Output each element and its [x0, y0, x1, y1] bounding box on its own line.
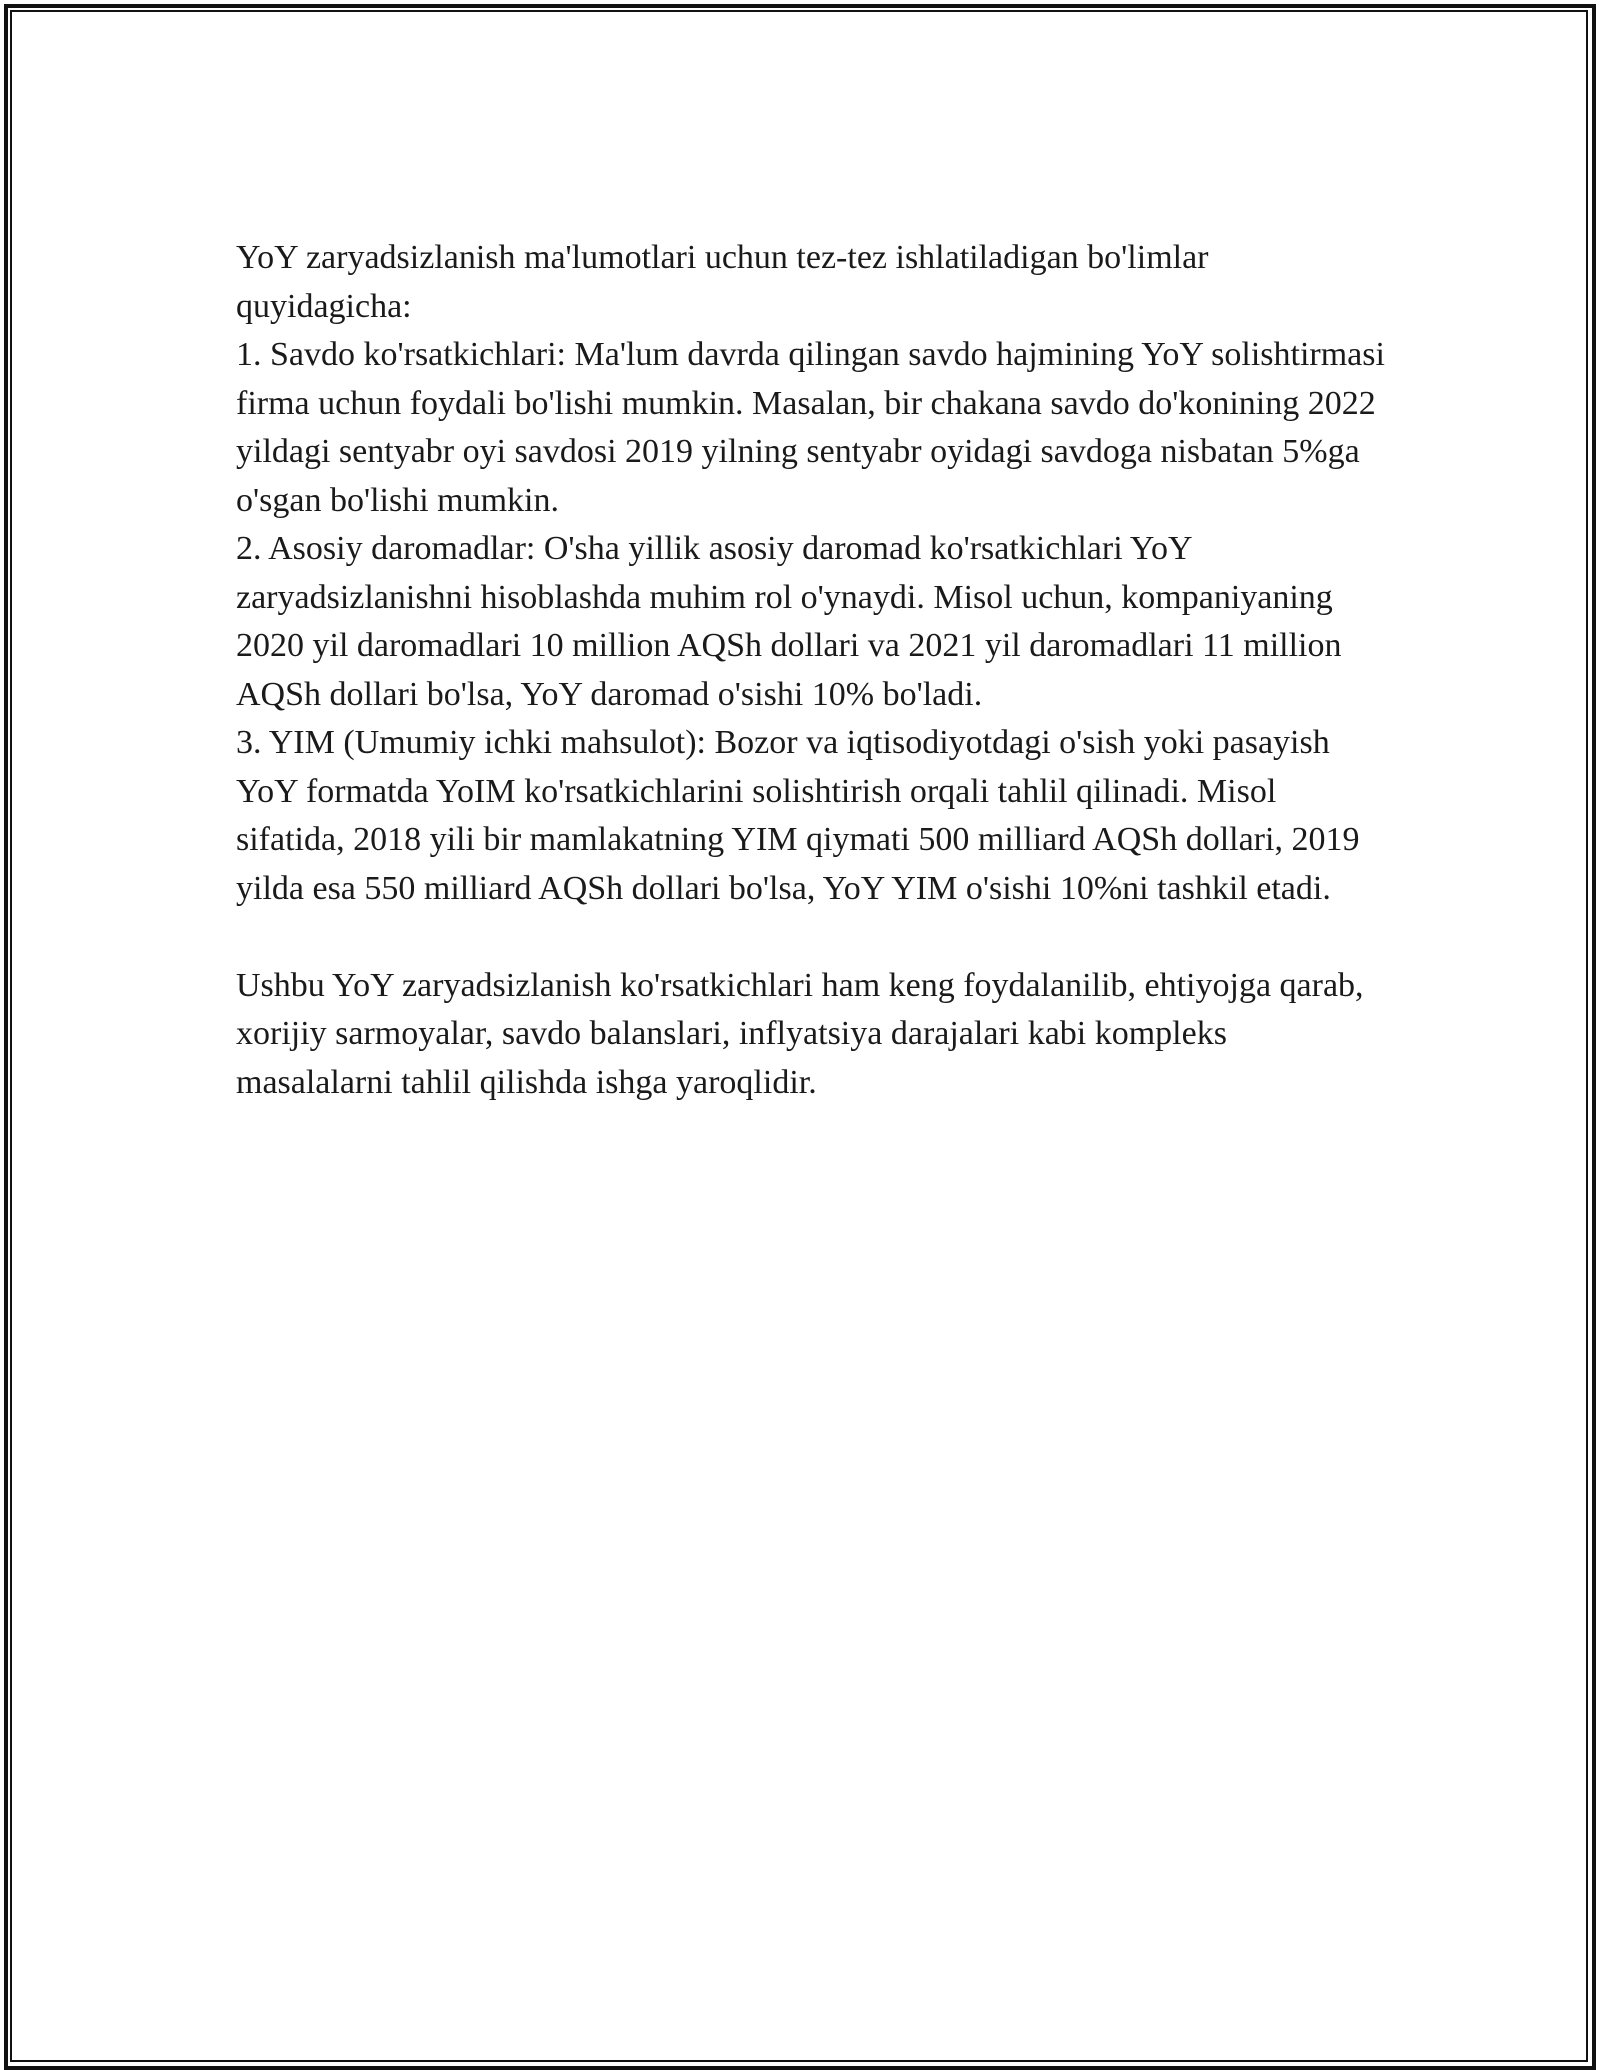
conclusion-paragraph: Ushbu YoY zaryadsizlanish ko'rsatkichlari ham keng foydalanilib, ehtiyojga qarab, xorijiy sarmoyalar, savdo balanslari, inflyatsiya darajalari kabi kompleks masalalarni tahlil qilishda ishga yaroqlidir. — [236, 966, 1364, 1101]
list-item-sales: 1. Savdo ko'rsatkichlari: Ma'lum davrda qilingan savdo hajmining YoY solishtirmasi firma uchun foydali bo'lishi mumkin. Masalan, bir chakana savdo do'konining 2022 yildagi sentyabr oyi savdosi 2019 yilning sentyabr oyidagi savdoga nisbatan 5%ga o'sgan bo'lishi mumkin. — [236, 336, 1385, 519]
list-item-gdp: 3. YIM (Umumiy ichki mahsulot): Bozor va iqtisodiyotdagi o'sish yoki pasayish YoY formatda YoIM ko'rsatkichlarini solishtirish orqali tahlil qilinadi. Misol sifatida, 2018 yili bir mamlakatning YIM qiymati 500 milliard AQSh dollari, 2019 yilda esa 550 milliard AQSh dollari bo'lsa, YoY YIM o'sishi 10%ni tashkil etadi. — [236, 724, 1360, 907]
document-body — [236, 234, 1386, 1107]
intro-paragraph: YoY zaryadsizlanish ma'lumotlari uchun tez-tez ishlatiladigan bo'limlar quyidagicha: — [236, 239, 1209, 325]
list-item-revenue: 2. Asosiy daromadlar: O'sha yillik asosiy daromad ko'rsatkichlari YoY zaryadsizlanishni hisoblashda muhim rol o'ynaydi. Misol uchun, kompaniyaning 2020 yil daromadlari 10 million AQSh dollari va 2021 yil daromadlari 11 million AQSh dollari bo'lsa, YoY daromad o'sishi 10% bo'ladi. — [236, 530, 1342, 713]
paragraph-spacer — [236, 913, 1386, 962]
